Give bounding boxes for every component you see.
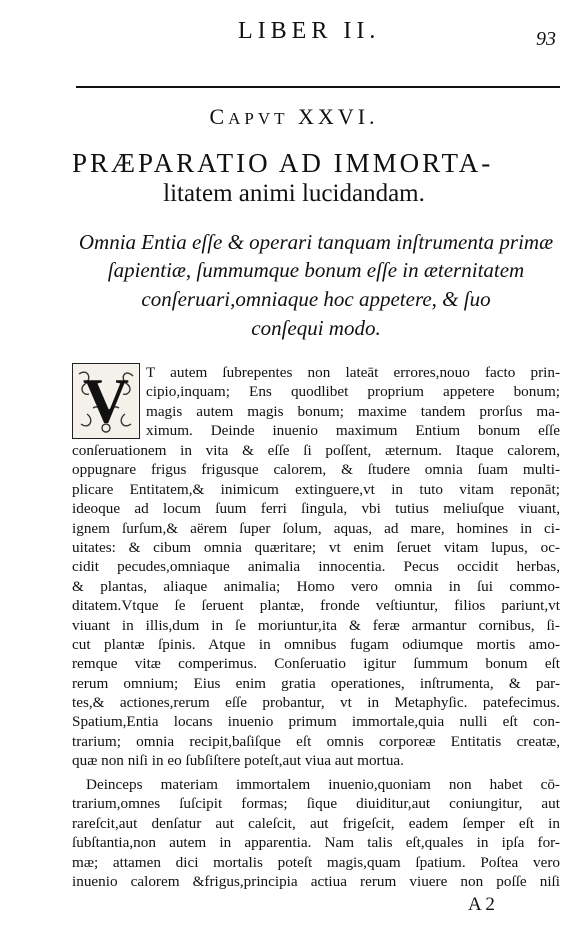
signature-mark: A 2 [468,894,495,915]
chapter-title-line-2: litatem animi lucidandam. [163,180,425,207]
chapter-heading [0,104,588,130]
text-line: remque vitæ comperimus. Conſeruatio igitur ſummum bonum eſt [72,655,560,673]
text-line: quæ non niſi in eo ſubſiſtere poteſt,aut viua aut mortua. [72,752,404,770]
text-line: ignem ſurſum,& aërem ſuper ſolum, aquas, ad mare, homines in ci- [72,519,560,537]
page-number: 93 [536,28,556,50]
text-line: Deinceps materiam immortalem inuenio,quoniam non habet cō- [86,776,560,793]
paragraph-1 [72,441,560,771]
subtitle-line: Omnia Entia eſſe & operari tanquam inſtrumenta primæ [78,230,554,254]
book-title: LIBER II. [238,18,381,44]
text-line: cut plantæ ſpinis. Atque in omnibus fugam odiumque mortis amo- [72,635,560,653]
text-line: oppugnare frigus frigusque calorem, & ſtudere omnia ſuam multi- [72,461,560,479]
initial-letter: V [82,365,130,436]
text-line: rerum omnium; Eius enim gratia operationes, inſtrumenta, & par- [72,674,560,692]
text-line: uitates: & cibum omnia quæritare; vt enim ſeruet vitam lupus, oc- [72,538,560,556]
text-line: cidit pecudes,omniaque animalia innocentia. Pecus occidit herbas, [72,558,560,576]
text-line: magis autem magis bonum; maxime tandem prorſus ma- [146,402,560,420]
text-line: tes,& actiones,rerum eſſe probantur, vt in Metaphyſic. patefecimus. [72,694,560,712]
text-line: ideoque ad locum ſuum ferri ſingula, vbi tutius meliuſque viuant, [72,500,560,518]
subtitle-line: conſequi modo. [251,316,381,340]
text-line: plicare Entitatem,& inimicum extinguere,vt in tuto vitam reponāt; [72,480,560,498]
text-line: trarium,omnes ſuſcipit formas; ſique diuiditur,aut coniungitur, aut [72,795,560,813]
text-line: inuenio calorem &frigus,principia actiua rerum viuere non poſſe niſi [72,872,560,890]
paragraph-2 [72,775,560,891]
text-line: conſeruationem in vita & eſſe ſi poſſent, æternum. Itaque calorem, [72,442,560,459]
text-line: T autem ſubrepentes non lateāt errores,nouo facto prin- [146,364,560,381]
decorated-initial [72,363,140,439]
text-line: trarium; omnia recipit,baſiſque eſt omnis corporeæ Entitatis creatæ, [72,732,560,750]
chapter-caput-rest: APVT [228,109,289,128]
text-line: ditatem.Vtque ſe ſeruent plantæ, fronde veſtiuntur, filios pariunt,vt [72,597,560,615]
text-line: ſubſtantia,non autem in apparentia. Nam talis eſt,quales in ipſa for- [72,834,560,852]
chapter-caput-initial: C [209,104,229,129]
text-line: & plantas, aliaque animalia; Homo vero omnia in ſui commo- [72,577,560,595]
subtitle-line: ſapientiæ, ſummumque bonum eſſe in æternitatem [107,258,525,282]
text-line: mæ; attamen dici mortalis poteſt magis,quam ſpatium. Poſtea vero [72,853,560,871]
text-line: rareſcit,aut denſatur aut caleſcit, aut frigeſcit, eadem ſemper eſt in [72,814,560,832]
paragraph-1-opening [146,363,560,441]
text-line: cipio,inquam; Ens quodlibet proprium appetere bonum; [146,383,560,401]
text-line: ximum. Deinde inuenio maximum Entium bonum eſſe [146,422,560,440]
text-line: viuant in illis,dum in ſe moriuntur,ita & feræ armantur cornibus, ſi- [72,616,560,634]
subtitle-line: conſeruari,omniaque hoc appetere, & ſuo [141,287,491,311]
text-line: Spatium,Entia locans inuenio primum immortale,quia nulli eſt con- [72,713,560,731]
chapter-number: XXVI. [298,104,379,129]
chapter-title-line-1: PRÆPARATIO AD IMMORTA- [72,148,494,178]
header-rule [76,86,560,88]
